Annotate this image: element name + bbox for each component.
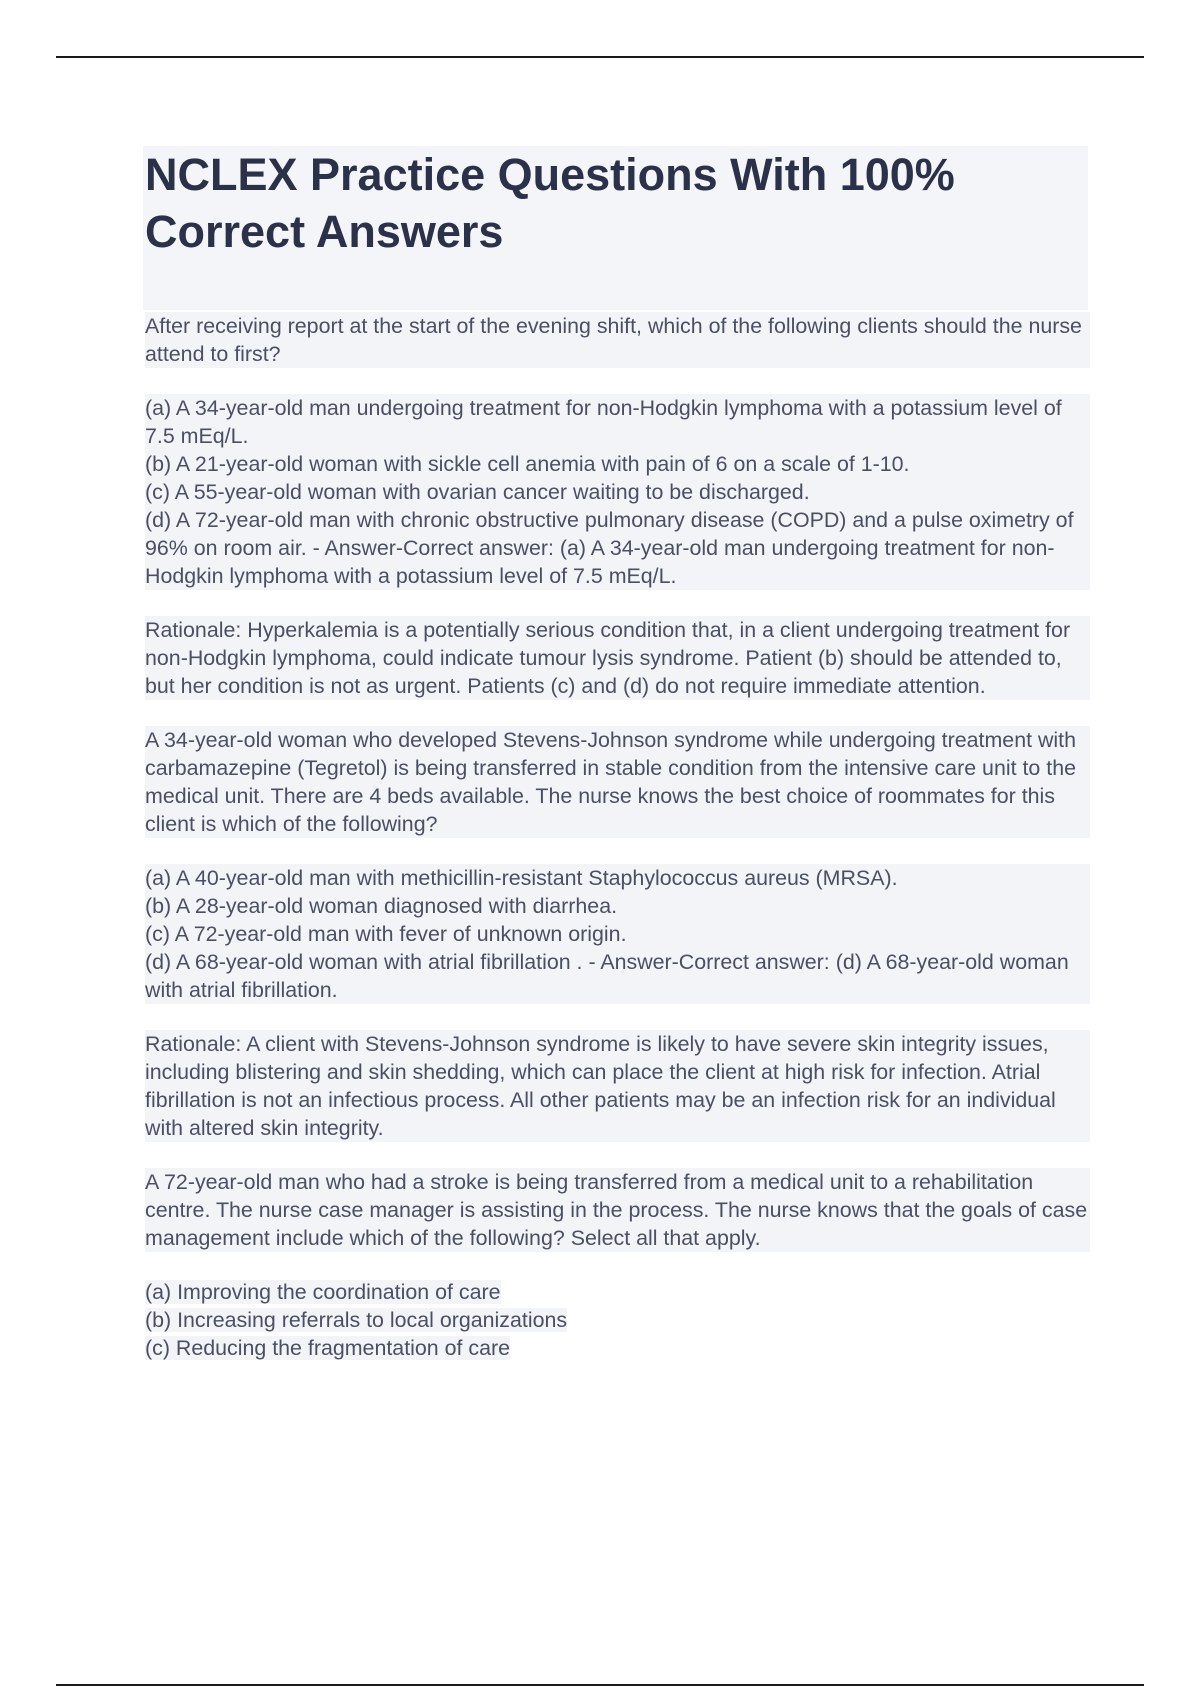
- question-3-options: [145, 1278, 1090, 1362]
- question-2-option-d-answer: (d) A 68-year-old woman with atrial fibrillation . - Answer-Correct answer: (d) A 68-year-old woman with atrial fibrillation.: [145, 948, 1090, 1004]
- question-1-options: [145, 394, 1090, 590]
- question-1-option-c: (c) A 55-year-old woman with ovarian cancer waiting to be discharged.: [145, 478, 1090, 506]
- question-2: A 34-year-old woman who developed Stevens-Johnson syndrome while undergoing treatment with carbamazepine (Tegretol) is being transferred in stable condition from the intensive care unit to the medical unit. There are 4 beds available. The nurse knows the best choice of roommates for this client is which of the following?: [145, 726, 1090, 838]
- question-1: After receiving report at the start of the evening shift, which of the following clients should the nurse attend to first?: [145, 312, 1090, 368]
- question-1-option-d-answer: (d) A 72-year-old man with chronic obstructive pulmonary disease (COPD) and a pulse oximetry of 96% on room air. - Answer-Correct answer: (a) A 34-year-old man undergoing treatment for non-Hodgkin lymphoma with a potassium level of 7.5 mEq/L.: [145, 506, 1090, 590]
- question-1-option-b: (b) A 21-year-old woman with sickle cell anemia with pain of 6 on a scale of 1-10.: [145, 450, 1090, 478]
- top-rule: [56, 56, 1144, 58]
- question-3-option-b: (b) Increasing referrals to local organizations: [145, 1308, 568, 1332]
- question-3-option-c: (c) Reducing the fragmentation of care: [145, 1336, 511, 1360]
- question-1-option-a: (a) A 34-year-old man undergoing treatment for non-Hodgkin lymphoma with a potassium level of 7.5 mEq/L.: [145, 394, 1090, 450]
- question-3: A 72-year-old man who had a stroke is being transferred from a medical unit to a rehabilitation centre. The nurse case manager is assisting in the process. The nurse knows that the goals of case management include which of the following? Select all that apply.: [145, 1168, 1090, 1252]
- question-2-options: [145, 864, 1090, 1004]
- document-body: [145, 312, 1090, 1388]
- question-3-option-a: (a) Improving the coordination of care: [145, 1280, 501, 1304]
- question-2-option-c: (c) A 72-year-old man with fever of unknown origin.: [145, 920, 1090, 948]
- title-block: [143, 146, 1088, 310]
- bottom-rule: [56, 1684, 1144, 1686]
- document-title: NCLEX Practice Questions With 100% Correct Answers: [145, 149, 955, 257]
- question-1-rationale: Rationale: Hyperkalemia is a potentially serious condition that, in a client undergoing treatment for non-Hodgkin lymphoma, could indicate tumour lysis syndrome. Patient (b) should be attended to, but her condition is not as urgent. Patients (c) and (d) do not require immediate attention.: [145, 616, 1090, 700]
- question-2-rationale: Rationale: A client with Stevens-Johnson syndrome is likely to have severe skin integrity issues, including blistering and skin shedding, which can place the client at high risk for infection. Atrial fibrillation is not an infectious process. All other patients may be an infection risk for an individual with altered skin integrity.: [145, 1030, 1090, 1142]
- question-2-option-a: (a) A 40-year-old man with methicillin-resistant Staphylococcus aureus (MRSA).: [145, 864, 1090, 892]
- question-2-option-b: (b) A 28-year-old woman diagnosed with diarrhea.: [145, 892, 1090, 920]
